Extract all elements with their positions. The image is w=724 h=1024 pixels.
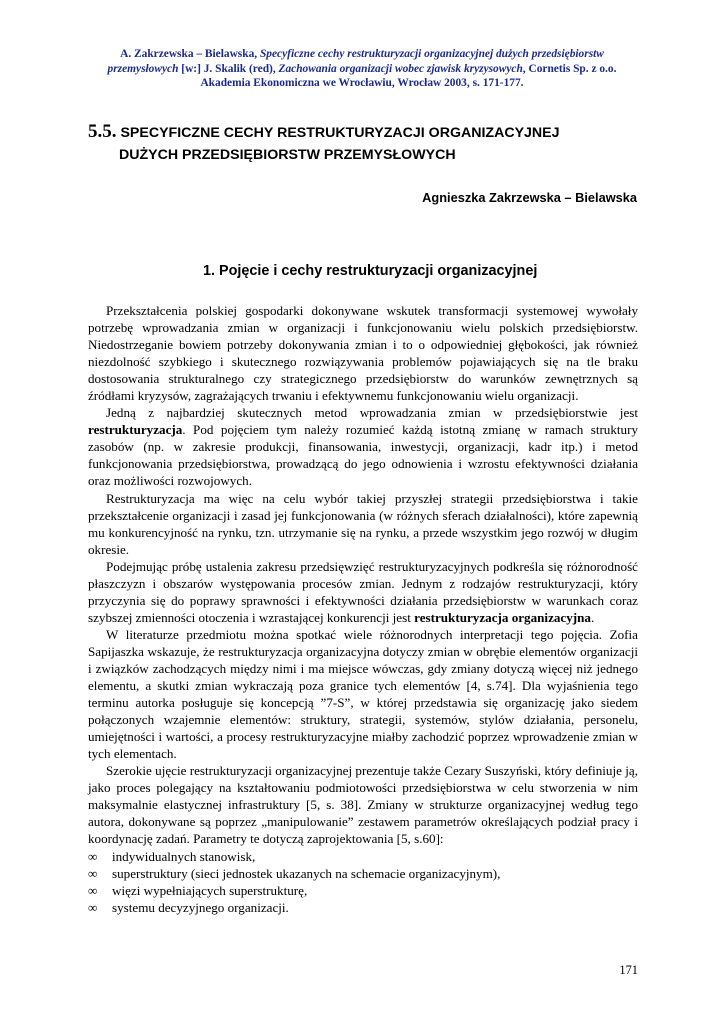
citation-line-3: Akademia Ekonomiczna we Wrocławiu, Wrocław 2003, s. 171-177. [200, 77, 524, 90]
section-heading: 1. Pojęcie i cechy restrukturyzacji organizacyjnej [203, 263, 538, 279]
bullet-list [88, 848, 638, 916]
citation-line-1: A. Zakrzewska – Bielawska, Specyficzne cechy restrukturyzacji organizacyjnej dużych przedsiębiorstw [120, 48, 604, 60]
paragraph-3: Restrukturyzacja ma więc na celu wybór takiej przyszłej strategii przedsiębiorstwa i takie przekształcenie organizacji i zasad jej funkcjonowania (w różnych sferach działalności), które zapewnią mu konkurencyjność na rynku, tzn. utrzymanie się na rynku, a przede wszystkim jego rozwój w długim okresie. [88, 490, 638, 557]
chapter-title-line-2: DUŻYCH PRZEDSIĘBIORSTW PRZEMYSŁOWYCH [119, 147, 456, 163]
chapter-title [88, 121, 636, 166]
paragraph-4: Podejmując próbę ustalenia zakresu przedsięwzięć restrukturyzacyjnych podkreśla się różnorodność płaszczyzn i obszarów występowania procesów zmian. Jednym z rodzajów restrukturyzacji, który przyczynia się do poprawy sprawności i efektywności działania przedsiębiorstw w warunkach coraz szybszej zmienności otoczenia i wzrastającej konkurencji jest restrukturyzacja organizacyjna. [88, 558, 638, 625]
paragraph-5: W literaturze przedmiotu można spotkać wiele różnorodnych interpretacji tego pojęcia. Zofia Sapijaszka wskazuje, że restrukturyzacja organizacyjna dotyczy zmian w obrębie elementów organizacji i związków zachodzących między nimi i ma miejsce wówczas, gdy zmiany dotyczą więcej niż jednego elementu, a skutki zmian wykraczają poza granice tych elementów [4, s.74]. Dla wyjaśnienia tego terminu autorka posługuje się koncepcją ”7-S”, w której przedstawia się organizację jako siedem połączonych wzajemnie elementów: struktury, strategii, systemów, stylów działania, personelu, umiejętności i wartości, a procesy restrukturyzacyjne miałby zachodzić poprzez wprowadzenie zmian w tych elementach. [88, 626, 638, 762]
bullet-mark: ∞ [88, 848, 98, 864]
bullet-mark: ∞ [88, 882, 98, 898]
chapter-number: 5.5. [88, 121, 117, 142]
citation-header [88, 47, 636, 91]
list-item: ∞ systemu decyzyjnego organizacji. [88, 899, 289, 915]
list-item: ∞ indywidualnych stanowisk, [88, 848, 256, 864]
body-text [88, 302, 638, 916]
paragraph-6: Szerokie ujęcie restrukturyzacji organizacyjnej prezentuje także Cezary Suszyński, który definiuje ją, jako proces polegający na kształtowaniu podmiotowości przedsiębiorstwa w celu stworzenia w nim maksymalnie elastycznej infrastruktury [5, s. 38]. Zmiany w strukturze organizacyjnej według tego autora, dokonywane są poprzez „manipulowanie” zestawem parametrów określających podział pracy i koordynację zadań. Parametry te dotyczą zaprojektowania [5, s.60]: [88, 763, 638, 847]
author-name: Agnieszka Zakrzewska – Bielawska [422, 190, 637, 205]
citation-line-2: przemysłowych [w:] J. Skalik (red), Zachowania organizacji wobec zjawisk kryzysowych, Cornetis Sp. z o.o. [107, 62, 617, 75]
page-number: 171 [619, 963, 638, 977]
paragraph-1: Przekształcenia polskiej gospodarki dokonywane wskutek transformacji systemowej wywołały potrzebę wprowadzania zmian w organizacji i funkcjonowaniu wielu polskich przedsiębiorstw. Niedostrzeganie bowiem potrzeby dokonywania zmian i to o odpowiedniej głębokości, jak również niezdolność szybkiego i skutecznego rozwiązywania problemów pojawiających się na tle braku dostosowania strukturalnego czy strategicznego przedsiębiorstw do warunków zewnętrznych są źródłami kryzysów, zagrażających trwaniu i efektywnemu funkcjonowaniu wielu organizacji. [88, 303, 638, 404]
list-item: ∞ superstruktury (sieci jednostek ukazanych na schemacie organizacyjnym), [88, 865, 501, 881]
chapter-title-line-1: 5.5. SPECYFICZNE CECHY RESTRUKTURYZACJI ORGANIZACYJNEJ [88, 121, 560, 142]
list-item: ∞ więzi wypełniających superstrukturę, [88, 882, 308, 898]
paragraph-2: Jedną z najbardziej skutecznych metod wprowadzania zmian w przedsiębiorstwie jest restrukturyzacja. Pod pojęciem tym należy rozumieć każdą istotną zmianę w ramach struktury zasobów (np. w zakresie produkcji, finansowania, inwestycji, organizacji, kadr itp.) i metod funkcjonowania przedsiębiorstwa, prowadzącą do jego odnowienia i wzrostu efektywności działania oraz możliwości rozwojowych. [88, 405, 638, 489]
bullet-mark: ∞ [88, 899, 98, 915]
bullet-mark: ∞ [88, 865, 98, 881]
